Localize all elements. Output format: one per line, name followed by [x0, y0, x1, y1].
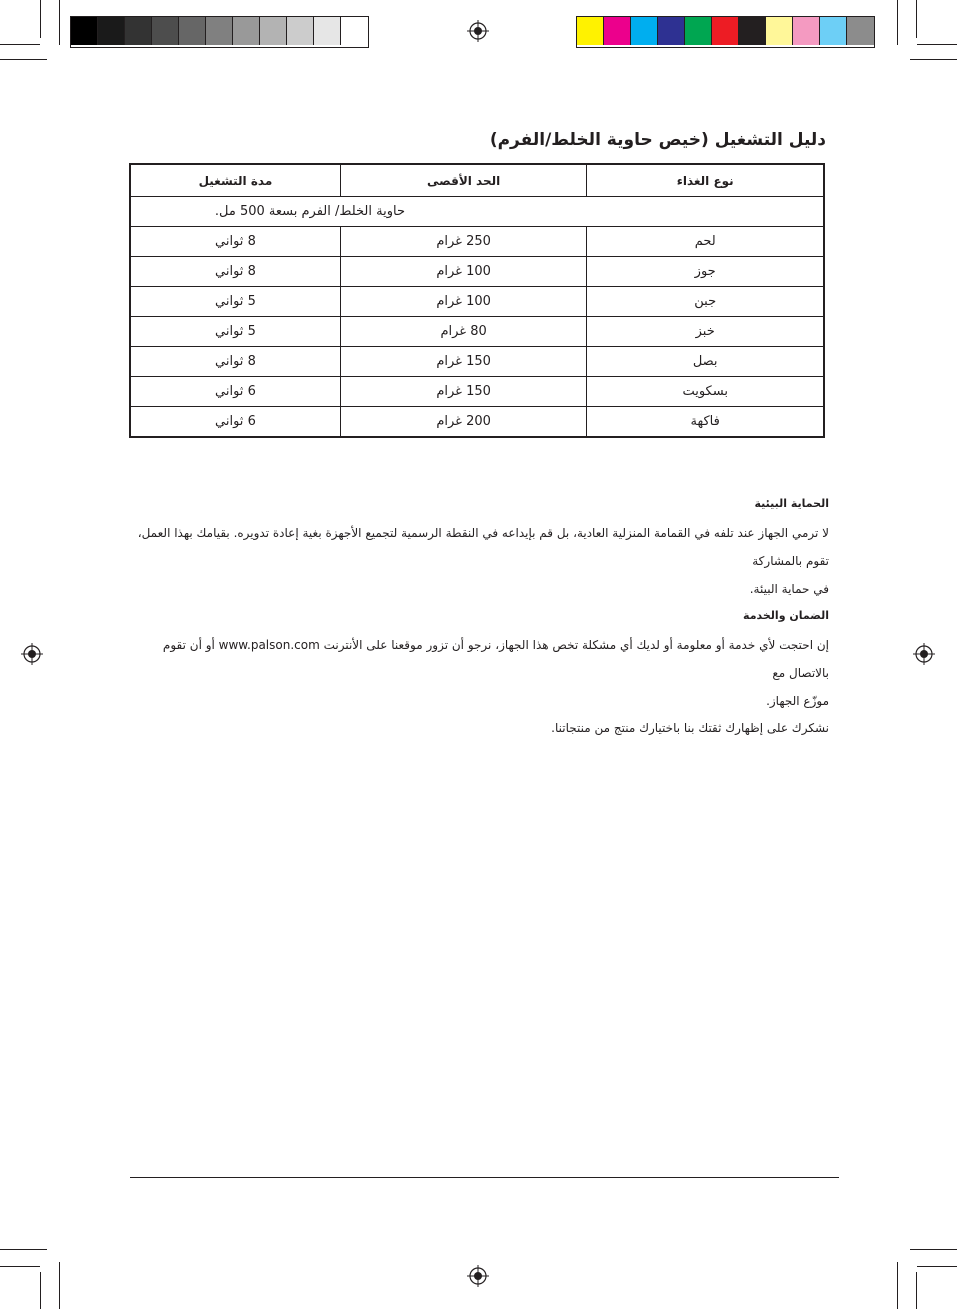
- table-row: [130, 227, 824, 257]
- color-swatch: [341, 17, 368, 45]
- table-row: [130, 407, 824, 438]
- header-max-amount: الحد الأقصى: [340, 164, 587, 197]
- color-swatch: [847, 17, 874, 45]
- table-note: حاوية الخلط/ الفرم بسعة 500 مل.: [130, 197, 824, 227]
- color-swatch: [739, 17, 766, 45]
- warranty-heading: الضمان والخدمة: [743, 609, 829, 622]
- color-swatch: [233, 17, 260, 45]
- color-swatch: [766, 17, 793, 45]
- color-swatch: [604, 17, 631, 45]
- food-cell: لحم: [587, 227, 824, 257]
- color-swatch: [577, 17, 604, 45]
- table-row: [130, 377, 824, 407]
- footer-divider: [130, 1177, 839, 1178]
- amount-cell: 80 غرام: [340, 317, 587, 347]
- table-row: [130, 347, 824, 377]
- time-cell: 5 ثواني: [130, 317, 340, 347]
- color-swatch: [314, 17, 341, 45]
- color-swatch: [152, 17, 179, 45]
- color-swatch: [71, 17, 98, 45]
- color-swatch: [820, 17, 847, 45]
- table-note-row: [130, 197, 824, 227]
- table-header-row: [130, 164, 824, 197]
- operation-table: [129, 163, 825, 438]
- color-swatch: [206, 17, 233, 45]
- amount-cell: 100 غرام: [340, 287, 587, 317]
- cmyk-color-bar: [576, 16, 875, 48]
- color-swatch: [260, 17, 287, 45]
- table-row: [130, 287, 824, 317]
- time-cell: 6 ثواني: [130, 377, 340, 407]
- amount-cell: 150 غرام: [340, 377, 587, 407]
- registration-mark-icon: [21, 643, 43, 665]
- color-swatch: [631, 17, 658, 45]
- time-cell: 5 ثواني: [130, 287, 340, 317]
- header-food-type: نوع الغذاء: [587, 164, 824, 197]
- warranty-line-2: موزّع الجهاز.: [766, 694, 829, 708]
- table-row: [130, 317, 824, 347]
- time-cell: 8 ثواني: [130, 257, 340, 287]
- registration-mark-icon: [467, 1265, 489, 1287]
- environment-line-1: لا ترمي الجهاز عند تلفه في القمامة المنزلية العادية، بل قم بإيداعه في النقطة الرسمية لتجميع الأجهزة بغية إعادة تدويره. بقيامك بهذا العمل، تقوم بالمشاركة: [137, 526, 829, 568]
- color-swatch: [287, 17, 314, 45]
- page-title: دليل التشغيل (خيص حاوية الخلط/الفرم): [489, 130, 826, 150]
- registration-mark-icon: [467, 20, 489, 42]
- food-cell: فاكهة: [587, 407, 824, 438]
- amount-cell: 200 غرام: [340, 407, 587, 438]
- color-swatch: [98, 17, 125, 45]
- thanks-text: نشكرك على إظهارك ثقتك بنا باختيارك منتج من منتجاتنا.: [551, 721, 829, 735]
- food-cell: جبن: [587, 287, 824, 317]
- time-cell: 8 ثواني: [130, 347, 340, 377]
- registration-mark-icon: [913, 643, 935, 665]
- environment-text: [130, 519, 829, 603]
- warranty-text: [130, 631, 829, 715]
- color-swatch: [179, 17, 206, 45]
- color-swatch: [658, 17, 685, 45]
- food-cell: بسكويت: [587, 377, 824, 407]
- warranty-line-1: إن احتجت لأي خدمة أو معلومة أو لديك أي مشكلة تخص هذا الجهاز، نرجو أن تزور موقعنا على الأنترنت www.palson.com أو أن تقوم بالاتصال مع: [162, 638, 829, 680]
- time-cell: 8 ثواني: [130, 227, 340, 257]
- color-swatch: [712, 17, 739, 45]
- environment-line-2: في حماية البيئة.: [749, 582, 829, 596]
- amount-cell: 100 غرام: [340, 257, 587, 287]
- color-swatch: [125, 17, 152, 45]
- environment-heading: الحماية البيئية: [754, 497, 829, 510]
- amount-cell: 150 غرام: [340, 347, 587, 377]
- color-swatch: [793, 17, 820, 45]
- color-swatch: [685, 17, 712, 45]
- food-cell: بصل: [587, 347, 824, 377]
- amount-cell: 250 غرام: [340, 227, 587, 257]
- food-cell: خبز: [587, 317, 824, 347]
- time-cell: 6 ثواني: [130, 407, 340, 438]
- grayscale-color-bar: [70, 16, 369, 48]
- table-row: [130, 257, 824, 287]
- food-cell: جوز: [587, 257, 824, 287]
- header-duration: مدة التشغيل: [130, 164, 340, 197]
